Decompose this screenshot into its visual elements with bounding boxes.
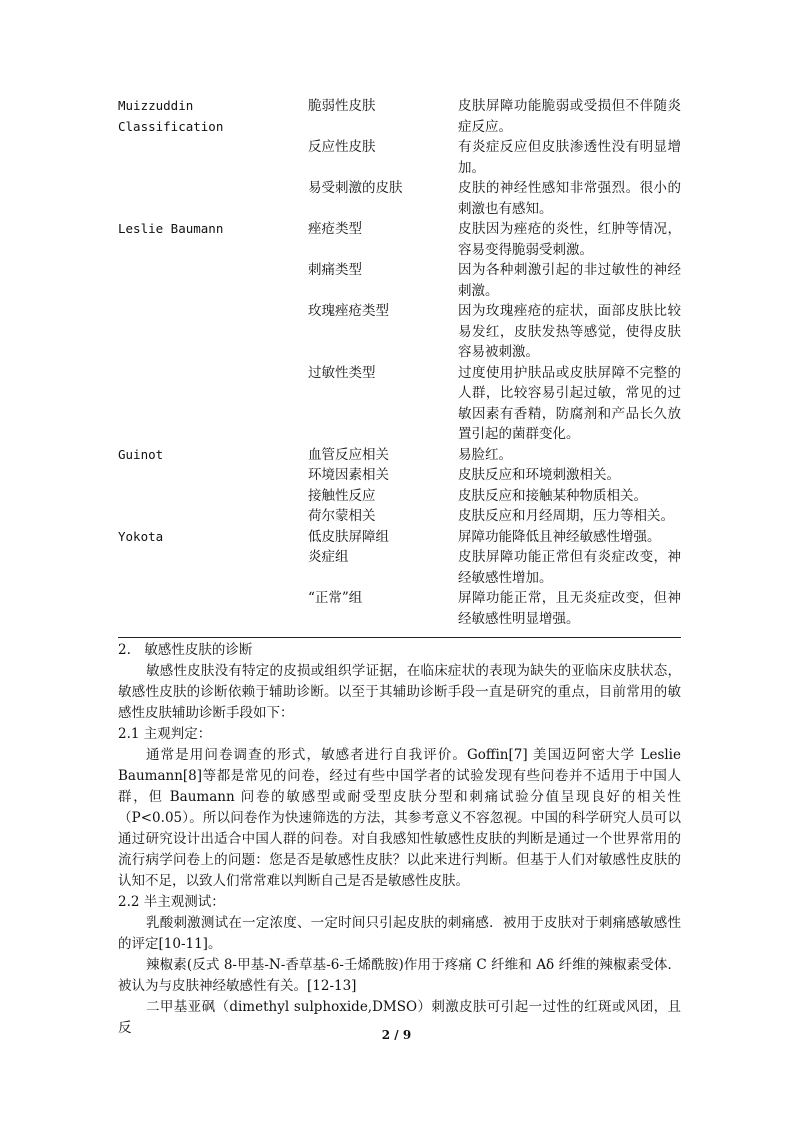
type-cell: 低皮肤屏障组	[308, 528, 389, 545]
type-cell: 玫瑰痤疮类型	[308, 303, 389, 319]
desc-cell: 皮肤的神经性感知非常强烈。很小的刺激也有感知。	[458, 180, 681, 217]
table-row	[118, 301, 681, 363]
table-bottom-rule	[118, 637, 681, 638]
desc-cell: 皮肤反应和接触某种物质相关。	[458, 487, 647, 504]
table-row	[118, 178, 681, 219]
type-cell: 痤疮类型	[308, 221, 362, 237]
subsection-heading: 2.2 半主观测试：	[118, 894, 225, 910]
type-cell: “正常”组	[308, 590, 363, 606]
desc-cell: 因为各种刺激引起的非过敏性的神经刺激。	[458, 262, 681, 299]
table-row	[118, 219, 681, 260]
paragraph: 辣椒素(反式 8-甲基-N-香草基-6-壬烯酰胺)作用于疼痛 C 纤维和 Aδ 纤维的辣椒素受体．被认为与皮肤神经敏感性有关。[12-13]	[118, 957, 681, 994]
author-cell: Muizzuddin Classification	[118, 98, 224, 134]
type-cell: 血管反应相关	[308, 446, 389, 463]
paragraph: 通常是用问卷调查的形式，敏感者进行自我评价。Goffin[7] 美国迈阿密大学 Leslie Baumann[8]等都是常见的问卷，经过有些中国学者的试验发现有些问卷并不适用于中国人群，但 Baumann 问卷的敏感型或耐受型皮肤分型和刺痛试验分值呈现良好的相关性（P<0.05）。所以问卷作为快速筛选的方法，其参考意义不容忽视。中国的科学研究人员可以通过研究设计出适合中国人群的问卷。对自我感知性敏感性皮肤的判断是通过一个世界常用的流行病学问卷上的问题：您是否是敏感性皮肤？以此来进行判断。但基于人们对敏感性皮肤的认知不足，以致人们常常难以判断自己是否是敏感性皮肤。	[118, 747, 681, 889]
table-row	[118, 363, 681, 445]
desc-cell: 屏障功能正常，且无炎症改变，但神经敏感性明显增强。	[458, 590, 681, 627]
type-cell: 过敏性类型	[308, 364, 376, 381]
type-cell: 反应性皮肤	[308, 139, 376, 155]
classification-table	[118, 96, 681, 629]
table-row	[118, 486, 681, 507]
paragraph: 二甲基亚砜（dimethyl sulphoxide,DMSO）刺激皮肤可引起一过性的红斑或风团，且反	[118, 999, 681, 1036]
desc-cell: 有炎症反应但皮肤渗透性没有明显增加。	[458, 139, 681, 176]
desc-cell: 皮肤屏障功能脆弱或受损但不伴随炎症反应。	[458, 98, 681, 135]
author-cell: Leslie Baumann	[118, 221, 224, 236]
type-cell: 炎症组	[308, 549, 349, 565]
author-cell: Yokota	[118, 528, 164, 544]
table-row	[118, 96, 681, 137]
desc-cell: 皮肤屏障功能正常但有炎症改变，神经敏感性增加。	[458, 549, 681, 586]
type-cell: 接触性反应	[308, 487, 376, 504]
table-row	[118, 588, 681, 629]
desc-cell: 皮肤反应和月经周期，压力等相关。	[458, 508, 674, 524]
author-cell: Guinot	[118, 446, 164, 462]
paragraph: 敏感性皮肤没有特定的皮损或组织学证据，在临床症状的表现为缺失的亚临床皮肤状态，敏感性皮肤的诊断依赖于辅助诊断。以至于其辅助诊断手段一直是研究的重点，目前常用的敏感性皮肤辅助诊断手段如下：	[118, 663, 681, 721]
desc-cell: 皮肤反应和环境刺激相关。	[458, 467, 620, 483]
table-row	[118, 465, 681, 486]
type-cell: 荷尔蒙相关	[308, 508, 376, 524]
type-cell: 刺痛类型	[308, 262, 362, 278]
desc-cell: 皮肤因为痤疮的炎性，红肿等情况，容易变得脆弱受刺激。	[458, 221, 681, 258]
type-cell: 脆弱性皮肤	[308, 98, 376, 114]
page-number: 2 / 9	[381, 1028, 412, 1042]
desc-cell: 过度使用护肤品或皮肤屏障不完整的人群，比较容易引起过敏，常见的过敏因素有香精，防腐剂和产品长久放置引起的菌群变化。	[458, 364, 681, 442]
desc-cell: 因为玫瑰痤疮的症状，面部皮肤比较易发红，皮肤发热等感觉，使得皮肤容易被刺激。	[458, 303, 681, 360]
table-row	[118, 547, 681, 588]
table-row	[118, 527, 681, 548]
type-cell: 环境因素相关	[308, 467, 389, 483]
table-row	[118, 137, 681, 178]
section-heading: 2. 敏感性皮肤的诊断	[118, 642, 253, 658]
subsection-heading: 2.1 主观判定：	[118, 726, 212, 742]
type-cell: 易受刺激的皮肤	[308, 180, 403, 196]
desc-cell: 屏障功能降低且神经敏感性增强。	[458, 528, 661, 545]
table-row	[118, 445, 681, 466]
table-row	[118, 506, 681, 527]
body-text	[118, 640, 681, 1039]
desc-cell: 易脸红。	[458, 446, 512, 463]
paragraph: 乳酸刺激测试在一定浓度、一定时间只引起皮肤的刺痛感．被用于皮肤对于刺痛感敏感性的评定[10-11]。	[118, 915, 681, 952]
table-row	[118, 260, 681, 301]
